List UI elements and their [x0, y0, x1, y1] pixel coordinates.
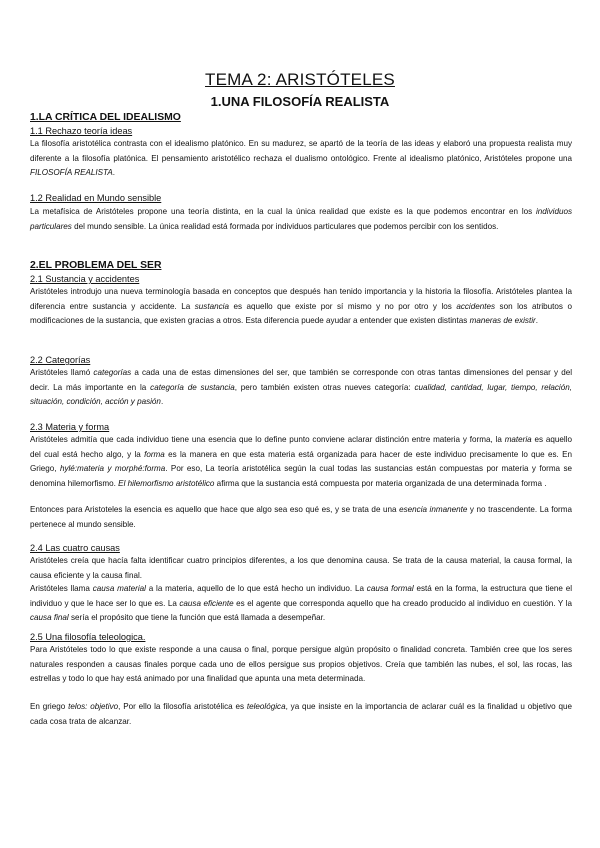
section-1-1-heading: 1.1 Rechazo teoría ideas — [30, 126, 133, 136]
section-2-4-paragraph-2: Aristóteles llama causa material a la materia, aquello de lo que está hecho un individuo. La causa formal está en la forma, la estructura que tiene el individuo y que le hace ser lo que es. La causa eficiente es el agente que corresponda aquello que ha creado producido al individuo en cuestión. Y la causa final sería el propósito que tiene la función que está llamada a desempeñar. — [30, 584, 573, 623]
section-2-5-heading: 2.5 Una filosofía teleologica. — [30, 632, 146, 642]
section-2-2-paragraph: Aristóteles llamó categorías a cada una de estas dimensiones del ser, que también se corresponde con otras tantas dimensiones del pensar y del decir. La más importante en la categoría de sustancia, pero también existen otras nueves categoría: cualidad, cantidad, lugar, tiempo, relación, situación, condición, acción y pasión. — [30, 368, 573, 407]
section-1-1-paragraph: La filosofía aristotélica contrasta con el idealismo platónico. En su madurez, se apartó de la teoría de las ideas y elaboró una propuesta realista muy diferente a la filosofía platónica. El pensamiento aristotélico rechaza el dualismo ontológico. Frente al idealismo platónico, Aristóteles propone una FILOSOFÍA REALISTA. — [30, 139, 572, 178]
document-subtitle: 1.UNA FILOSOFÍA REALISTA — [210, 94, 390, 109]
section-1-2-paragraph: La metafísica de Aristóteles propone una teoría distinta, en la cual la única realidad que existe es la que podemos encontrar en los individuos particulares del mundo sensible. La única realidad está formada por individuos particulares que podemos percibir con los sentidos. — [30, 207, 572, 231]
document-title: TEMA 2: ARISTÓTELES — [205, 70, 395, 89]
section-2-3-paragraph-1: Aristóteles admitía que cada individuo tiene una esencia que lo define punto conviene aclarar distinción entre materia y forma, la materia es aquello del cual está hecho algo, y la forma es la manera en que esta materia está organizada para hacer de este individuo precisamente lo que es. En Griego, hylé:materia y morphé:forma. Por eso, La teoría aristotélica según la cual todas las sustancias están compuestas por materia y forma se denomina hilemorfismo. El hilemorfismo aristotélico afirma que la sustancia está compuesta por materia organizada de una determinada forma . — [30, 435, 573, 488]
section-2-4-heading: 2.4 Las cuatro causas — [30, 543, 120, 553]
section-2-3-heading: 2.3 Materia y forma — [30, 422, 110, 432]
section-2-5-paragraph-1: Para Aristóteles todo lo que existe responde a una causa o final, porque persigue algún propósito o finalidad concreta. También cree que los seres naturales responden a causas finales porque cada uno de ellos persigue sus propios objetivos. Creía que también las nubes, el sol, las rocas, las estrellas y todo lo que hay está animado por una finalidad que apunta una meta determinada. — [30, 645, 572, 684]
section-1-2-heading: 1.2 Realidad en Mundo sensible — [30, 193, 162, 203]
section-2-heading: 2.EL PROBLEMA DEL SER — [30, 260, 162, 271]
section-2-4-paragraph-1: Aristóteles creía que hacía falta identificar cuatro principios diferentes, a los que denomina causa. Se trata de la causa material, la causa formal, la causa eficiente y la causa final. — [30, 556, 572, 580]
section-1-heading: 1.LA CRÍTICA DEL IDEALISMO — [30, 112, 181, 123]
section-2-3-paragraph-2: Entonces para Aristoteles la esencia es aquello que hace que algo sea eso qué es, y se trata de una esencia inmanente y no trascendente. La forma pertenece al mundo sensible. — [30, 505, 572, 529]
section-2-1-paragraph: Aristóteles introdujo una nueva terminología basada en conceptos que después han tenido importancia y la historia la filosofía. Aristóteles plantea la diferencia entre sustancia y accidente. La sustancia es aquello que existe por sí mismo y no por otro y los accidentes son los atributos o modificaciones de la sustancia, que existen gracias a otros. Esta diferencia puede ayudar a entender que existen distintas maneras de existir. — [30, 287, 572, 326]
section-2-5-paragraph-2: En griego telos: objetivo, Por ello la filosofía aristotélica es teleológica, ya que insiste en la importancia de aclarar cuál es la finalidad u objetivo que cada cosa trata de alcanzar. — [30, 702, 572, 726]
section-2-1-heading: 2.1 Sustancia y accidentes — [30, 274, 140, 284]
section-2-2-heading: 2.2 Categorías — [30, 355, 91, 365]
